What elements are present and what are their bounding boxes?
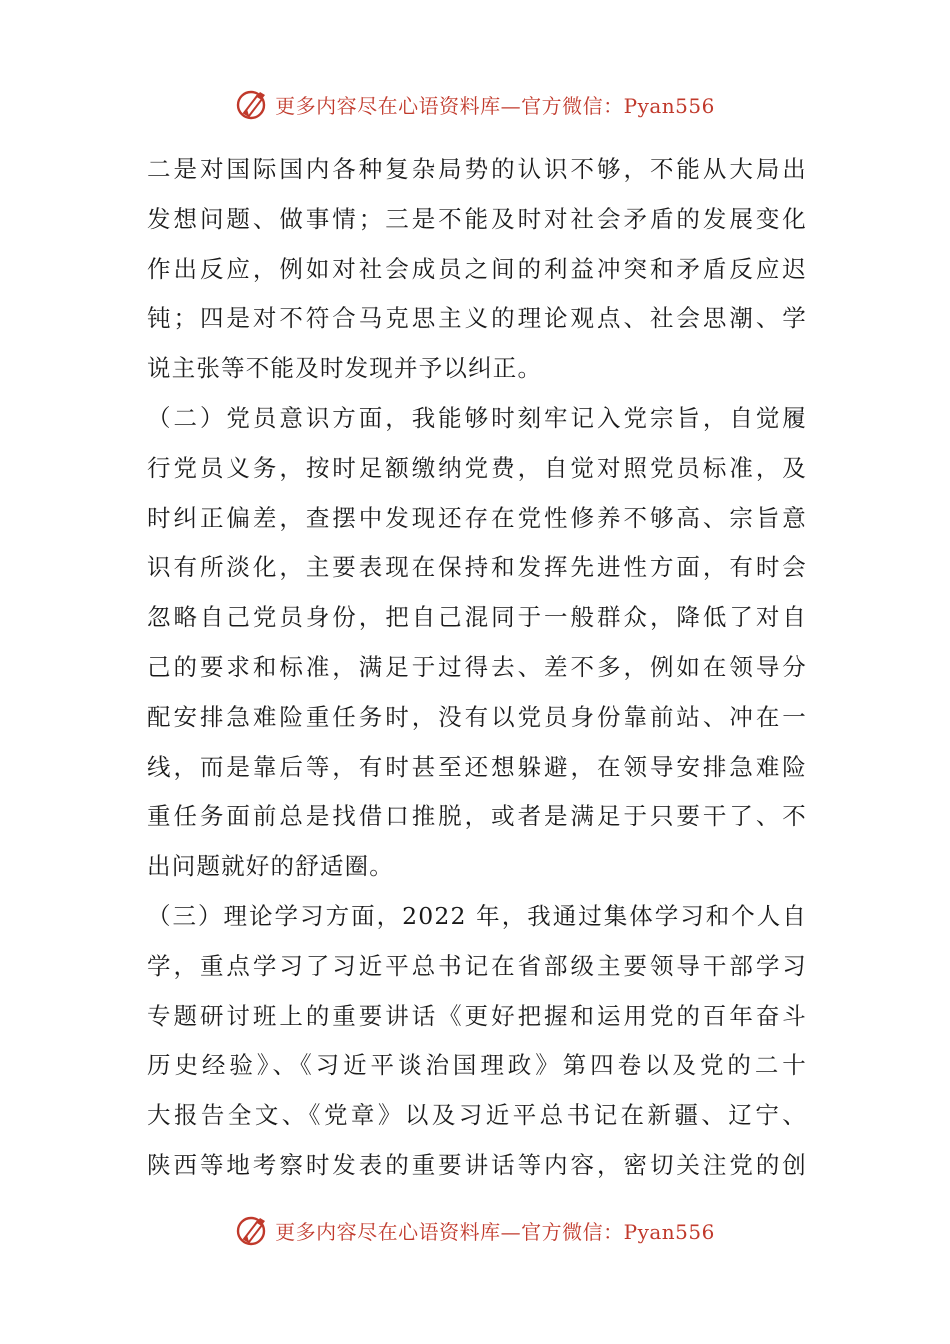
text-line: 学，重点学习了习近平总书记在省部级主要领导干部学习 [147,951,807,980]
pen-nib-circle-icon [235,87,269,121]
footer-banner-text: 更多内容尽在心语资料库—官方微信：Pyan556 [275,1219,715,1244]
footer-banner [0,1208,950,1252]
pen-nib-circle-icon [235,1213,269,1247]
text-line: 线，而是靠后等，有时甚至还想躲避，在领导安排急难险 [147,752,807,781]
text-line: 说主张等不能及时发现并予以纠正。 [147,354,543,383]
text-line: 大报告全文、《党章》以及习近平总书记在新疆、辽宁、 [147,1101,807,1130]
text-line: 历史经验》、《习近平谈治国理政》第四卷以及党的二十 [147,1051,807,1080]
text-line: 发想问题、做事情；三是不能及时对社会矛盾的发展变化 [147,204,807,233]
text-line: 陕西等地考察时发表的重要讲话等内容，密切关注党的创 [147,1150,807,1179]
text-line: 行党员义务，按时足额缴纳党费，自觉对照党员标准，及 [147,453,807,482]
text-line: 钝；四是对不符合马克思主义的理论观点、社会思潮、学 [147,304,807,333]
header-banner-text: 更多内容尽在心语资料库—官方微信：Pyan556 [275,93,715,118]
header-banner [0,82,950,126]
body-text [147,145,807,1191]
text-line: 作出反应，例如对社会成员之间的利益冲突和矛盾反应迟 [147,254,807,283]
text-line: 识有所淡化，主要表现在保持和发挥先进性方面，有时会 [147,553,807,582]
text-line: 二是对国际国内各种复杂局势的认识不够，不能从大局出 [147,155,807,183]
text-line: （三）理论学习方面，2022 年，我通过集体学习和个人自 [147,901,807,930]
text-line: 时纠正偏差，查摆中发现还存在党性修养不够高、宗旨意 [147,503,807,532]
text-line: 忽略自己党员身份，把自己混同于一般群众，降低了对自 [147,603,807,632]
text-line: 出问题就好的舒适圈。 [147,852,394,881]
document-body [147,145,807,1191]
text-line: 重任务面前总是找借口推脱，或者是满足于只要干了、不 [147,802,807,831]
text-line: 己的要求和标准，满足于过得去、差不多，例如在领导分 [147,652,807,681]
text-line: 专题研讨班上的重要讲话《更好把握和运用党的百年奋斗 [147,1001,807,1030]
text-line: 配安排急难险重任务时，没有以党员身份靠前站、冲在一 [147,702,807,731]
text-line: （二）党员意识方面，我能够时刻牢记入党宗旨，自觉履 [147,403,807,432]
